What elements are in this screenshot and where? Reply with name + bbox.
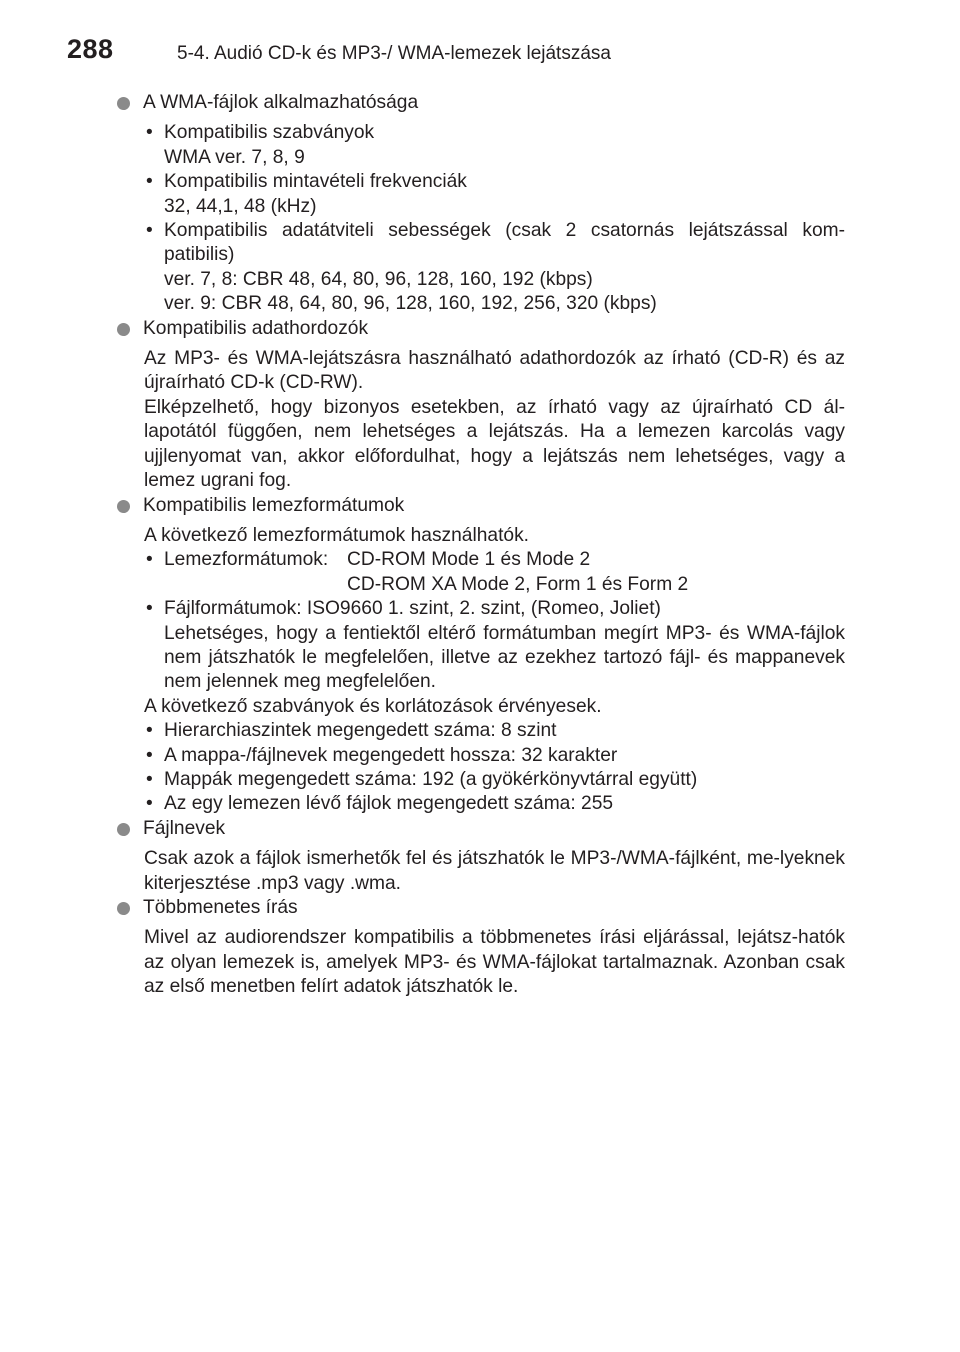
list-item: • Az egy lemezen lévő fájlok megengedett száma: 255 [144,792,845,816]
bullet-circle-icon [117,500,130,513]
chapter-title: 5-4. Audió CD-k és MP3-/ WMA-lemezek lejátszása [177,43,611,64]
list-item: • Mappák megengedett száma: 192 (a gyökérkönyvtárral együtt) [144,768,845,792]
bullet-circle-icon [117,97,130,110]
section-title: A WMA-fájlok alkalmazhatósága [117,91,845,115]
limits-list [117,719,845,817]
paragraph: A következő lemezformátumok használhatók. [144,524,530,546]
bullet-circle-icon [117,902,130,915]
section-formats [117,494,845,817]
page-number: 288 [67,34,114,64]
list-item: • Kompatibilis mintavételi frekvenciák 32, 44,1, 48 (kHz) [144,170,845,219]
section-title: Kompatibilis lemezformátumok [117,494,845,518]
list-item: • Lemezformátumok: CD-ROM Mode 1 és Mode 2 CD-ROM XA Mode 2, Form 1 és Form 2 [144,548,845,597]
page-content [117,91,845,1000]
paragraph: Az MP3- és WMA-lejátszásra használható adathordozók az írható (CD-R) és az újraírható CD-k (CD-RW). [144,348,845,394]
paragraph: Elképzelhető, hogy bizonyos esetekben, az írható vagy az újraírható CD ál-lapotától függően, nem lehetséges a lejátszás. Ha a lemezen karcolás vagy ujjlenyomat van, akkor előfordulhat, hogy a lejátszás nem lehetséges, vagy a lemez ugrani fog. [144,396,845,492]
section-media [117,317,845,494]
wma-list [117,121,845,316]
list-item: • Fájlformátumok: ISO9660 1. szint, 2. szint, (Romeo, Joliet) Lehetséges, hogy a fentiektől eltérő formátumban megírt MP3- és WMA-fájlok nem játszhatók le megfelelően, illetve az ezekhez tartozó fájl- és mappanevek nem jelennek meg megfelelően. [144,597,845,695]
paragraph: A következő szabványok és korlátozások érvényesek. [144,695,602,717]
section-filenames [117,817,845,896]
section-title: Többmenetes írás [117,896,845,920]
list-item: • A mappa-/fájlnevek megengedett hossza: 32 karakter [144,744,845,768]
section-wma [117,91,845,317]
bullet-circle-icon [117,823,130,836]
bullet-circle-icon [117,323,130,336]
formats-list [117,548,845,694]
list-item: • Kompatibilis szabványok WMA ver. 7, 8, 9 [144,121,845,170]
paragraph: Csak azok a fájlok ismerhetők fel és játszhatók le MP3-/WMA-fájlként, me-lyeknek kiterjesztése .mp3 vagy .wma. [144,848,845,894]
section-title: Kompatibilis adathordozók [117,317,845,341]
section-multisession [117,896,845,1000]
paragraph: Mivel az audiorendszer kompatibilis a többmenetes írási eljárással, lejátsz-hatók az olyan lemezek is, amelyek MP3- és WMA-fájlokat tartalmaznak. Azonban csak az első menetben felírt adatok játszhatók le. [144,927,845,998]
list-item: • Kompatibilis adatátviteli sebességek (csak 2 csatornás lejátszással kom-patibilis) ver. 7, 8: CBR 48, 64, 80, 96, 128, 160, 192 (kbps) ver. 9: CBR 48, 64, 80, 96, 128, 160, 192, 256, 320 (kbps) [144,219,845,317]
section-title: Fájlnevek [117,817,845,841]
list-item: • Hierarchiaszintek megengedett száma: 8 szint [144,719,845,743]
